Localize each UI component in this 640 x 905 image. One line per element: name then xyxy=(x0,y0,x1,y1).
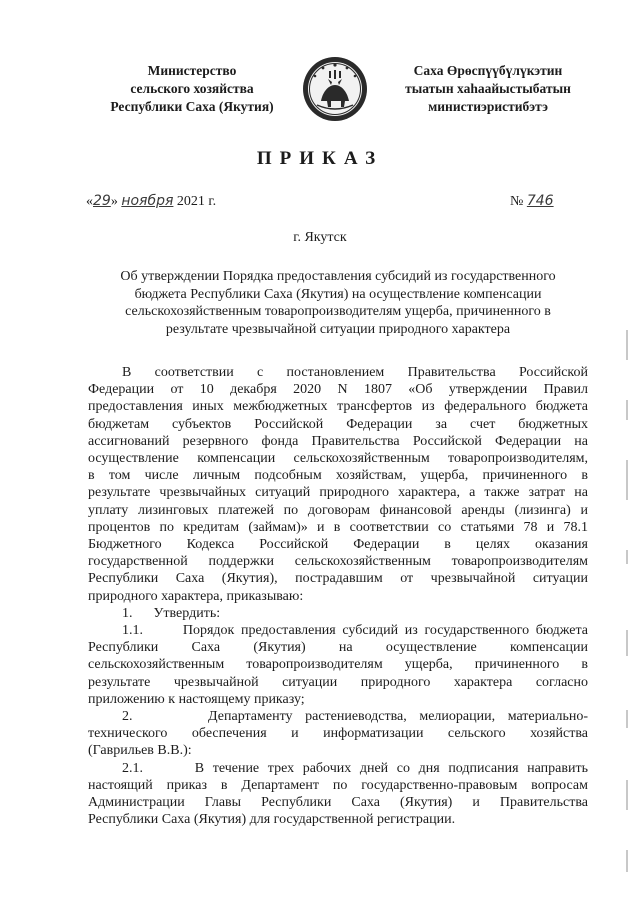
body-line: В соответствии с постановлением Правительства Российской xyxy=(122,365,588,380)
order-body xyxy=(88,364,588,828)
ministry-name-line: Министерство xyxy=(147,63,237,78)
body-paragraph xyxy=(88,760,588,829)
scan-speck xyxy=(626,850,628,872)
order-number xyxy=(510,193,554,210)
body-line: природного характера, приказываю: xyxy=(88,588,304,604)
ministry-name-line: Саха Өрөспүүбүлүкэтин xyxy=(413,63,563,78)
body-line: Республики Саха (Якутия) для государственной регистрации. xyxy=(88,812,456,828)
body-line: Администрации Главы Республики Саха (Якутия) и Правительства xyxy=(88,795,588,811)
body-line: осуществление компенсации сельскохозяйственным товаропроизводителям, xyxy=(88,451,588,467)
body-line: (Гаврильев В.В.): xyxy=(88,743,192,759)
body-paragraph xyxy=(88,605,588,622)
date-quote-close: » xyxy=(110,194,118,209)
scan-speck xyxy=(626,630,628,656)
body-line: 1.1. Порядок предоставления субсидий из государственного бюджета xyxy=(122,623,588,639)
body-line: 1. Утвердить: xyxy=(122,605,221,621)
body-line: предоставления иных межбюджетных трансфертов из федерального бюджета xyxy=(88,399,588,415)
scan-speck xyxy=(626,550,628,564)
scan-speck xyxy=(626,330,628,360)
order-city: г. Якутск xyxy=(293,230,347,245)
subject-line: Об утверждении Порядка предоставления субсидий из государственного xyxy=(120,269,556,284)
ministry-name-sakha xyxy=(388,62,588,116)
scan-edge-marks xyxy=(626,330,632,890)
body-line: государственной поддержки сельскохозяйственным товаропроизводителям xyxy=(88,554,588,570)
order-date xyxy=(86,193,216,210)
date-month: ноября xyxy=(121,193,174,209)
body-line: бюджетам субъектов Российской Федерации за счет бюджетных xyxy=(88,416,588,432)
subject-line: сельскохозяйственным товаропроизводителям ущерба, причиненного в xyxy=(125,304,551,319)
body-line: результате чрезвычайной ситуации природного характера согласно xyxy=(88,674,588,690)
body-paragraph xyxy=(88,622,588,708)
body-line: Федерации от 10 декабря 2020 N 1807 «Об утверждении Правил xyxy=(88,382,588,398)
date-year: 2021 г. xyxy=(176,194,217,209)
body-paragraph xyxy=(88,364,588,605)
scan-speck xyxy=(626,400,628,420)
body-line: в том числе личным подсобным хозяйствам, ущерба, причиненного в xyxy=(88,468,588,484)
body-line: Республики Саха (Якутия), пострадавшим от чрезвычайной ситуации xyxy=(88,571,588,587)
date-quote-open: « xyxy=(86,194,93,209)
order-number-value: 746 xyxy=(526,193,554,209)
ministry-name-russian xyxy=(92,62,292,116)
body-line: Республики Саха (Якутия) на осуществление компенсации xyxy=(88,640,588,656)
subject-line: результате чрезвычайной ситуации природного характера xyxy=(165,321,511,337)
body-line: приложению к настоящему приказу; xyxy=(88,691,305,707)
body-line: уплату лизинговых платежей по договорам финансовой аренды (лизинга) и xyxy=(88,502,588,518)
order-subject xyxy=(88,268,588,338)
scan-speck xyxy=(626,780,628,810)
body-line: ассигнований резервного фонда Правительства Российской Федерации на xyxy=(88,433,588,449)
body-line: Бюджетного Кодекса Российской Федерации в целях оказания xyxy=(88,537,588,553)
ministry-name-line: министиэристибэтэ xyxy=(428,99,548,114)
sakha-coat-of-arms-icon xyxy=(301,55,369,123)
order-number-label: № xyxy=(510,194,524,209)
document-title: ПРИКАЗ xyxy=(256,148,384,169)
body-line: настоящий приказ в Департамент по государственно-правовым вопросам xyxy=(88,777,588,793)
body-line: сельскохозяйственным товаропроизводителям ущерба, причиненного в xyxy=(88,657,588,673)
ministry-name-line: сельского хозяйства xyxy=(130,81,254,96)
body-line: 2. Департаменту растениеводства, мелиорации, материально- xyxy=(122,709,588,725)
body-paragraph xyxy=(88,708,588,760)
scan-speck xyxy=(626,460,628,500)
body-line: процентов по кредитам (займам)» и в соответствии со статьями 78 и 78.1 xyxy=(88,519,588,535)
ministry-name-line: Республики Саха (Якутия) xyxy=(110,99,274,114)
date-day: 29 xyxy=(93,193,111,209)
subject-line: бюджета Республики Саха (Якутия) на осуществление компенсации xyxy=(134,286,542,302)
ministry-name-line: тыатын хаһаайыстыбатын xyxy=(405,81,571,96)
body-line: 2.1. В течение трех рабочих дней со дня подписания направить xyxy=(122,760,588,776)
scan-speck xyxy=(626,710,628,728)
body-line: технического обеспечения и информатизации сельского хозяйства xyxy=(88,726,588,742)
body-line: результате чрезвычайных ситуаций природного характера, а также затрат на xyxy=(88,485,588,501)
